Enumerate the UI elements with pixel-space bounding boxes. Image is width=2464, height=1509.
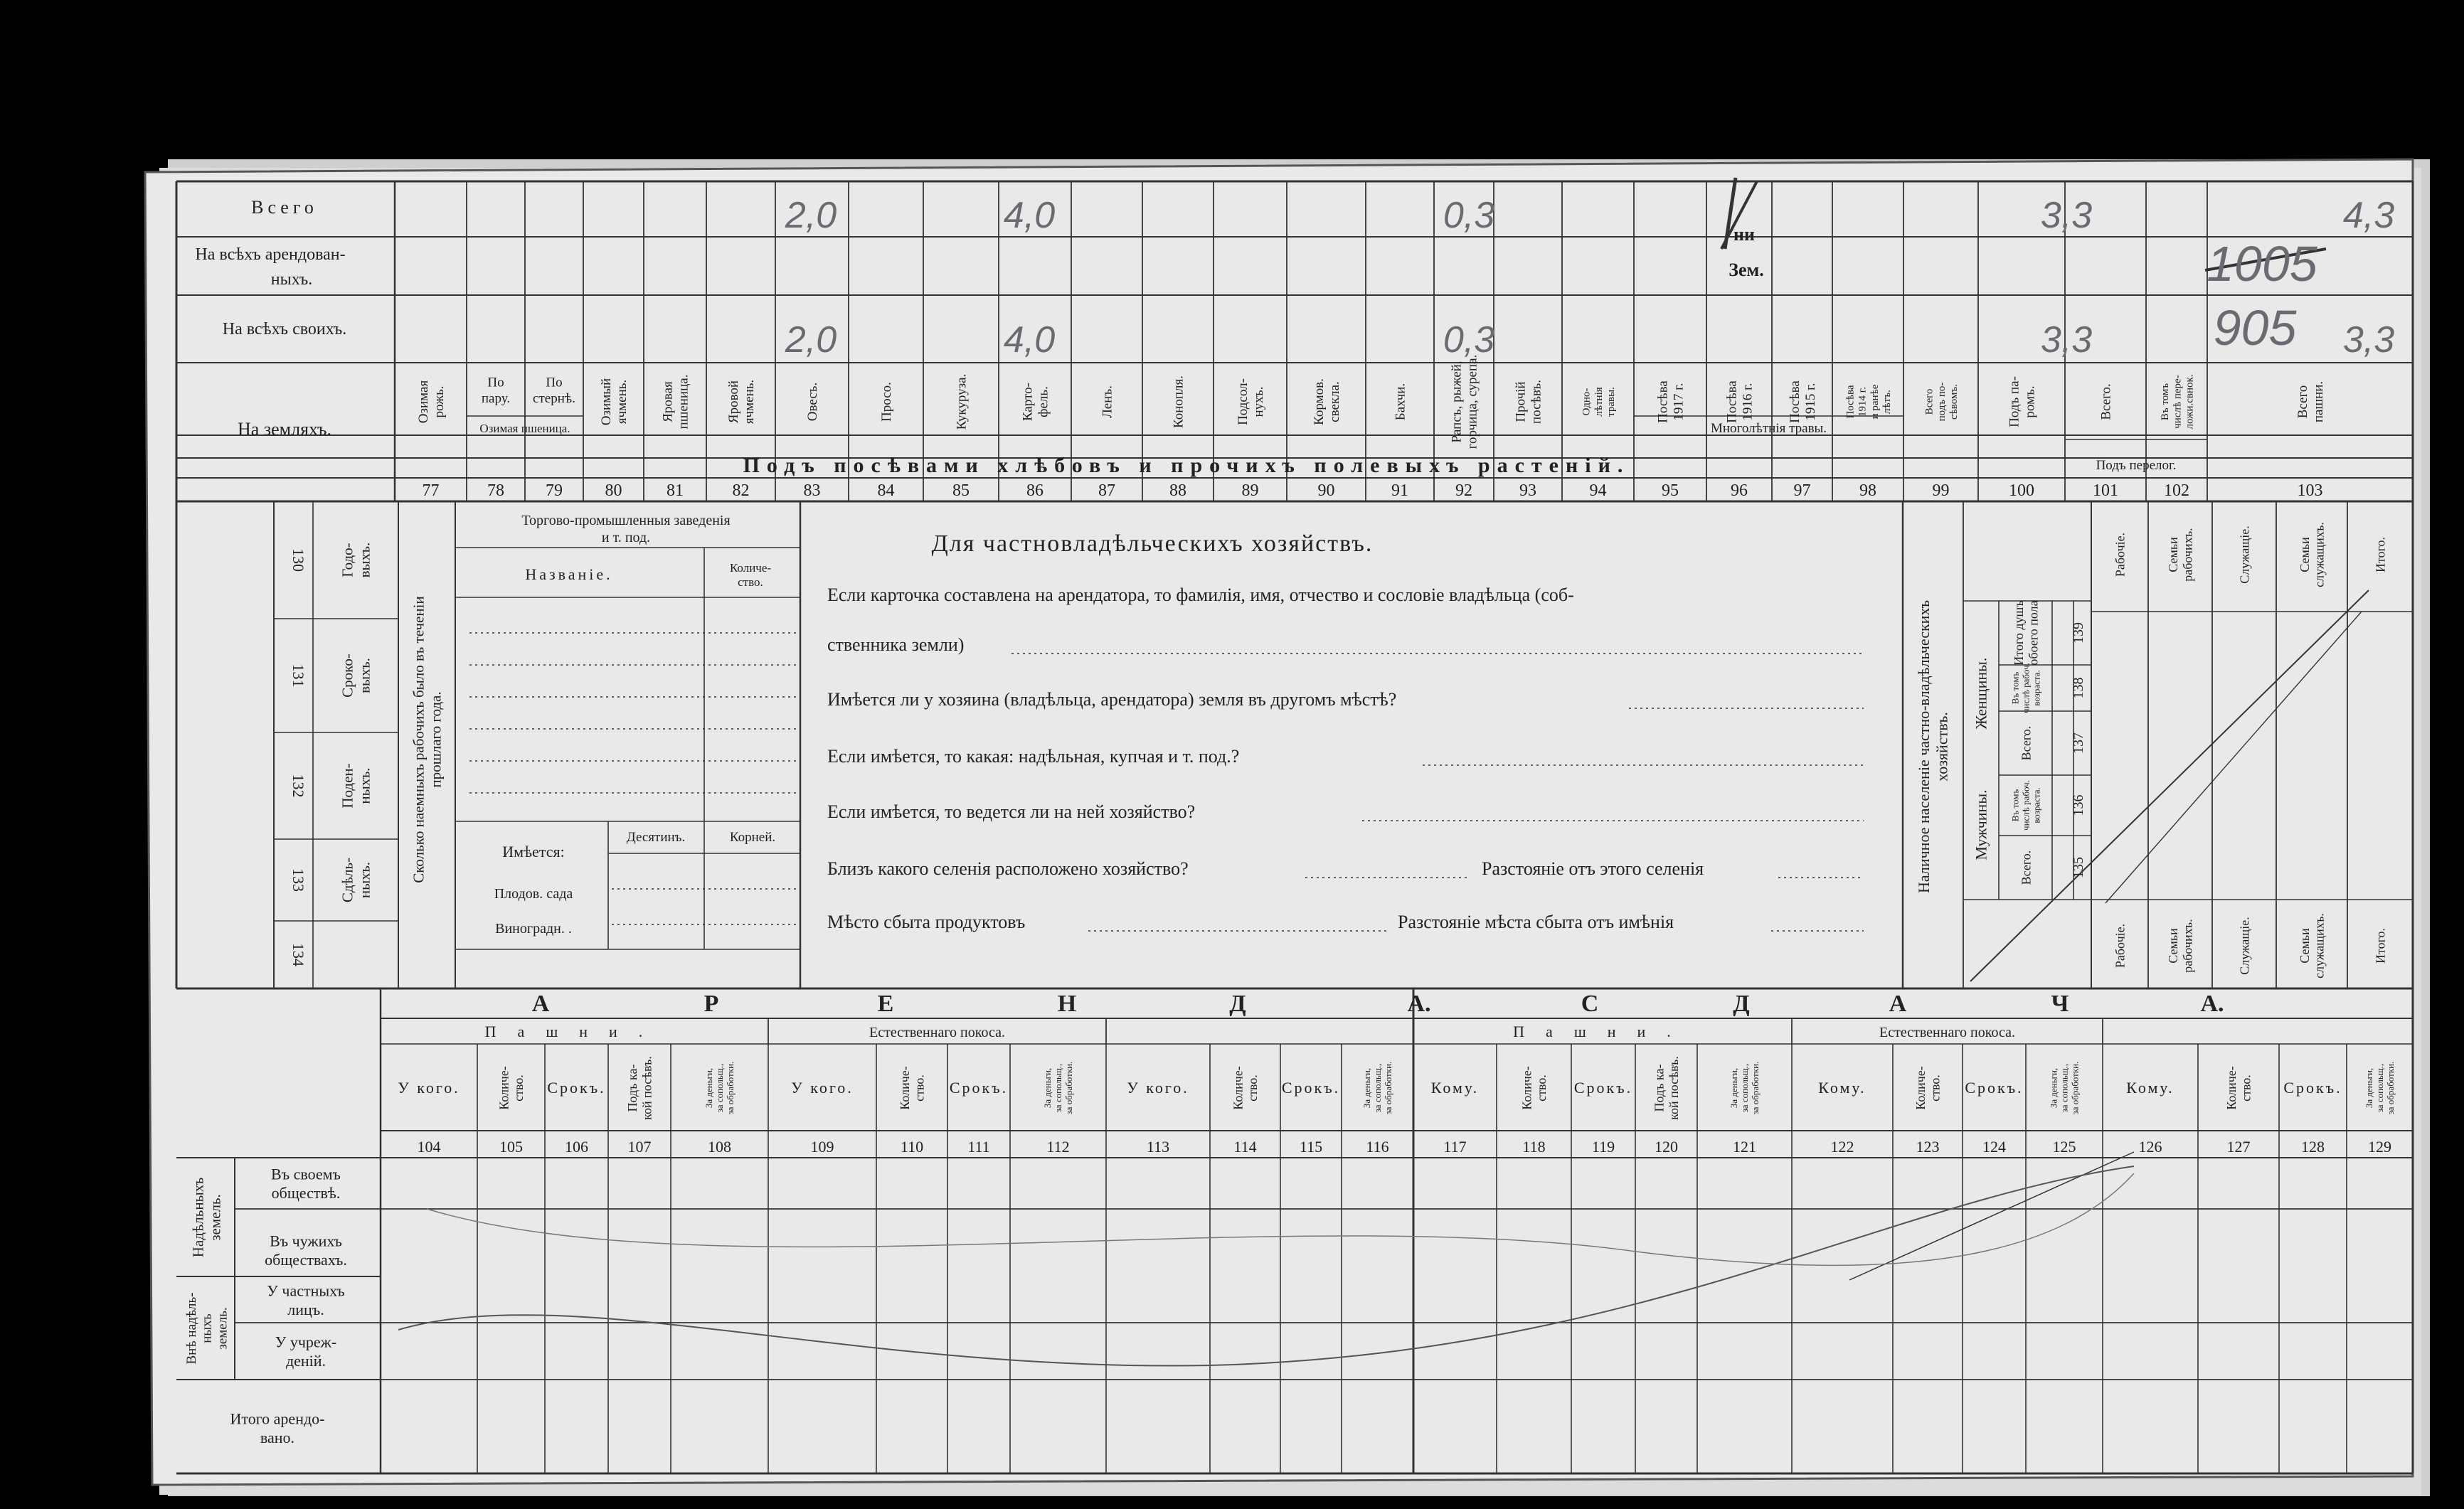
- crop-header-label: Кормов.: [1312, 378, 1327, 425]
- sdacha-banner-letter: Ч: [2051, 991, 2069, 1017]
- population-men: Мужчины.: [1972, 789, 1990, 860]
- crop-header-label: ромъ.: [2022, 385, 2038, 418]
- bottom-col-number: 104: [417, 1138, 441, 1156]
- private-question: Имѣется ли у хозяина (владѣльца, арендатора) земля въ другомъ мѣстѣ?: [827, 689, 1397, 710]
- livestock-number: 134: [290, 943, 307, 966]
- crop-header-label: По: [487, 375, 504, 390]
- orchard-korney-label: Корней.: [729, 830, 776, 845]
- bottom-col-label: Срокъ.: [1281, 1079, 1341, 1097]
- crop-header-label: нухъ.: [1251, 386, 1267, 417]
- trade-establishments-title: Торгово-промышленныя заведенія: [521, 513, 731, 528]
- arenda-banner-letter: А.: [1407, 991, 1431, 1017]
- crop-header-label: ячмень.: [742, 379, 758, 425]
- crop-column-number: 103: [2297, 481, 2323, 500]
- crop-column-number: 95: [1662, 481, 1679, 500]
- bottom-col-label: за обработки.: [2385, 1061, 2396, 1115]
- bottom-col-label: ство.: [1534, 1075, 1549, 1102]
- crop-column-number: 80: [605, 481, 622, 500]
- crop-header-label: По: [546, 375, 563, 390]
- crop-column-number: 83: [803, 481, 821, 500]
- crop-header-label: Озимая: [416, 380, 432, 424]
- arenda-pashni-label: Пашни.: [484, 1023, 664, 1040]
- bottom-col-label: Срокъ.: [1573, 1079, 1633, 1097]
- crop-header-label: Всего: [1923, 388, 1935, 415]
- bottom-col-number: 113: [1146, 1138, 1170, 1156]
- bottom-col-label: Срокъ.: [2283, 1079, 2342, 1097]
- bottom-col-number: 117: [1443, 1138, 1467, 1156]
- bottom-col-label: Кому.: [2126, 1079, 2174, 1097]
- market-distance: Разстояніе мѣста сбыта отъ имѣнія: [1398, 912, 1674, 932]
- stamp-text: Зем.: [1728, 260, 1764, 280]
- crop-header-label: Бахчи.: [1393, 383, 1408, 421]
- hired-workers-caption: Сколько наемныхъ рабочихъ было въ теченіи: [410, 596, 428, 883]
- bottom-col-label: Количе-: [897, 1066, 912, 1110]
- handwritten-value: 905: [2213, 300, 2297, 356]
- group-vne-nadelnyh: ныхъ: [199, 1313, 215, 1343]
- crop-header-label: лѣтъ.: [1881, 390, 1894, 414]
- bottom-col-number: 118: [1522, 1138, 1546, 1156]
- handwritten-value: 4,3: [2342, 195, 2395, 236]
- bottom-col-number: 107: [627, 1138, 652, 1156]
- bottom-col-label: За деньги,: [2048, 1067, 2059, 1109]
- bottom-col-label: Количе-: [1913, 1066, 1928, 1110]
- crop-header-label: свекла.: [1327, 381, 1343, 422]
- crop-header-label: Овесъ.: [805, 382, 821, 422]
- handwritten-value: 3,3: [2040, 195, 2093, 236]
- crop-header-label: 1914 г.: [1857, 387, 1869, 417]
- crop-header-label: горчица, сурепа.: [1465, 354, 1480, 449]
- bottom-col-label: У кого.: [398, 1079, 460, 1097]
- arenda-banner-letter: Р: [703, 991, 719, 1017]
- livestock-number: 130: [290, 548, 307, 572]
- bottom-col-label: за обработки.: [1750, 1061, 1761, 1115]
- handwritten-value: 4,0: [1003, 319, 1056, 361]
- bottom-col-label: за сопольщ.,: [2059, 1063, 2070, 1113]
- bottom-col-number: 115: [1299, 1138, 1323, 1156]
- row-label-na-zemlyah: На земляхъ.: [238, 419, 331, 439]
- crop-header-label: Озимый: [599, 378, 615, 426]
- private-holdings-title: Для частновладѣльческихъ хозяйствъ.: [931, 530, 1374, 557]
- handwritten-value: 4,0: [1003, 195, 1056, 236]
- crop-column-number: 86: [1026, 481, 1044, 500]
- population-col-number: 137: [2071, 732, 2086, 754]
- sdacha-banner-letter: Д: [1733, 991, 1750, 1017]
- row-label-vsego: Всего: [251, 197, 318, 218]
- arenda-banner-letter: Д: [1229, 991, 1246, 1017]
- livestock-label: выхъ.: [356, 658, 373, 693]
- bottom-col-number: 122: [1830, 1138, 1854, 1156]
- sdacha-banner-letter: С: [1581, 991, 1599, 1017]
- bottom-col-number: 128: [2301, 1138, 2325, 1156]
- crop-column-number: 85: [952, 481, 970, 500]
- population-women: Женщины.: [1972, 657, 1990, 730]
- crop-header-label: лѣтнія: [1593, 387, 1605, 417]
- group-vne-nadelnyh: Внѣ надѣль-: [184, 1292, 199, 1365]
- row-label-itogo-arendovano: Итого арендо-: [230, 1409, 325, 1428]
- row-label-arendovannyh: На всѣхъ арендован-: [195, 245, 346, 264]
- crop-header-label: числѣ пере-: [2172, 375, 2184, 429]
- bottom-col-label: кой посѣвъ.: [1667, 1056, 1682, 1120]
- bottom-col-label: Срокъ.: [1965, 1079, 2024, 1097]
- bottom-col-label: ство.: [1928, 1075, 1943, 1102]
- sdacha-banner-letter: А: [1889, 991, 1907, 1017]
- crop-header-label: Въ томъ: [2160, 383, 2171, 421]
- crop-column-number: 102: [2164, 481, 2189, 500]
- livestock-label: ныхъ.: [356, 861, 373, 899]
- crop-column-number: 94: [1589, 481, 1607, 500]
- bottom-col-label: за обработки.: [2069, 1061, 2081, 1115]
- bottom-col-number: 129: [2368, 1138, 2391, 1156]
- bottom-col-number: 108: [708, 1138, 731, 1156]
- population-col-label: Въ томъ: [2009, 671, 2021, 705]
- workers-top-label: служащихъ.: [2312, 522, 2327, 587]
- crop-header-label: Ленъ.: [1100, 385, 1115, 418]
- crop-header-label: Подъ па-: [2007, 376, 2022, 427]
- mnogoletnie-travy-label: Многолѣтнія травы.: [1710, 421, 1827, 436]
- population-col-label: возраста.: [2031, 787, 2042, 823]
- workers-top-label: Служащіе.: [2237, 526, 2252, 584]
- livestock-label: Годо-: [339, 543, 356, 577]
- crop-header-label: пашни.: [2311, 380, 2327, 423]
- orchard-sad-label: Плодов. сада: [494, 886, 573, 902]
- row-label-svoem: Въ своемъ: [271, 1165, 341, 1183]
- bottom-col-label: за обработки.: [1063, 1061, 1074, 1115]
- bottom-col-label: Подъ ка-: [625, 1064, 639, 1112]
- bottom-col-label: Кому.: [1430, 1079, 1480, 1097]
- crop-header-label: Яровой: [726, 380, 742, 424]
- crop-column-number: 92: [1455, 481, 1472, 500]
- population-col-label: Всего.: [2019, 850, 2034, 885]
- pod-perelog-label: Подъ перелог.: [2096, 458, 2177, 473]
- crop-header-label: фель.: [1036, 386, 1051, 417]
- bottom-col-label: За деньги,: [1361, 1067, 1373, 1109]
- crop-header-label: 1915 г.: [1803, 383, 1819, 421]
- crop-header-label: травы.: [1605, 387, 1617, 417]
- sdacha-pokos-label: Естественнаго покоса.: [1879, 1025, 2015, 1040]
- hired-workers-caption: прошлаго года.: [427, 691, 445, 788]
- bottom-col-number: 110: [900, 1138, 924, 1156]
- bottom-col-number: 127: [2226, 1138, 2251, 1156]
- crop-column-number: 96: [1731, 481, 1748, 500]
- crop-column-number: 93: [1519, 481, 1536, 500]
- bottom-col-label: ство.: [2239, 1075, 2253, 1102]
- workers-bottom-label: служащихъ.: [2312, 913, 2327, 979]
- bottom-col-number: 119: [1591, 1138, 1615, 1156]
- crop-header-label: Кукуруза.: [954, 373, 970, 430]
- group-nadelnyh: Надѣльныхъ: [189, 1177, 207, 1258]
- crop-header-label: Рапсъ, рыжей,: [1449, 361, 1465, 443]
- crop-column-number: 78: [487, 481, 504, 500]
- workers-bottom-label: Итого.: [2373, 927, 2388, 964]
- population-col-number: 135: [2071, 857, 2086, 878]
- crop-column-number: 82: [732, 481, 750, 500]
- workers-bottom-label: Семьи: [2165, 928, 2180, 964]
- bottom-col-label: За деньги,: [2364, 1067, 2375, 1109]
- crop-header-label: подъ по-: [1935, 382, 1948, 422]
- crop-column-number: 87: [1098, 481, 1115, 500]
- workers-top-label: рабочихъ.: [2180, 528, 2195, 582]
- bottom-col-label: За деньги,: [1042, 1067, 1053, 1109]
- bottom-col-label: Количе-: [1231, 1066, 1246, 1110]
- crop-header-label: Посѣва: [1724, 380, 1740, 423]
- crop-header-label: Прочій: [1513, 381, 1529, 422]
- livestock-number: 132: [290, 774, 307, 798]
- crop-header-label: Посѣва: [1844, 385, 1857, 419]
- bottom-col-number: 125: [2052, 1138, 2076, 1156]
- bottom-col-label: ство.: [912, 1075, 927, 1102]
- crop-column-number: 79: [546, 481, 563, 500]
- livestock-label: Сроко-: [339, 654, 356, 698]
- population-col-label: числѣ рабоч.: [2020, 663, 2032, 713]
- crop-column-number: 88: [1169, 481, 1186, 500]
- crop-column-number: 100: [2009, 481, 2034, 500]
- crop-column-number: 84: [877, 481, 895, 500]
- population-col-label: возраста.: [2031, 670, 2042, 706]
- crop-header-label: Всего: [2295, 385, 2311, 419]
- bottom-col-number: 120: [1655, 1138, 1678, 1156]
- crop-header-label: Карто-: [1020, 383, 1036, 421]
- workers-top-label: Семьи: [2165, 537, 2180, 572]
- handwritten-value: 0,3: [1443, 195, 1495, 236]
- handwritten-value: 0,3: [1443, 319, 1495, 361]
- workers-bottom-label: рабочихъ.: [2180, 919, 2195, 973]
- bottom-col-label: за сопольщ.,: [2374, 1063, 2386, 1113]
- population-caption: Наличное населеніе частно-владѣльческихъ: [1915, 600, 1933, 893]
- crop-header-label: Одно-: [1581, 388, 1593, 416]
- private-question: Если карточка составлена на арендатора, то фамилія, имя, отчество и сословіе владѣльца (соб-: [827, 585, 1574, 605]
- trade-qty-column: Количе-: [729, 560, 772, 575]
- crop-column-number: 77: [422, 481, 440, 500]
- crop-column-number: 91: [1391, 481, 1408, 500]
- bottom-col-label: Срокъ.: [949, 1079, 1009, 1097]
- row-label-uchrezhdeniy: У учреж-: [275, 1333, 337, 1351]
- crop-column-number: 99: [1932, 481, 1950, 500]
- crop-column-number: 98: [1859, 481, 1876, 500]
- crop-header-label: Просо.: [879, 382, 895, 422]
- population-col-label: Всего.: [2019, 725, 2034, 761]
- crop-header-label: ложи.свнок.: [2184, 374, 2196, 430]
- bottom-col-label: Кому.: [1818, 1079, 1866, 1097]
- row-label-svoih: На всѣхъ своихъ.: [222, 320, 347, 338]
- handwritten-value: 2,0: [785, 195, 837, 236]
- arenda-banner-letter: Е: [877, 991, 894, 1017]
- bottom-col-number: 123: [1916, 1138, 1940, 1156]
- bottom-col-number: 105: [499, 1138, 523, 1156]
- bottom-col-label: У кого.: [791, 1079, 854, 1097]
- crop-column-number: 97: [1793, 481, 1811, 500]
- population-col-label: Въ томъ: [2009, 789, 2021, 822]
- crop-header-label: рожь.: [432, 385, 447, 418]
- row-label-chastnyh: У частныхъ: [267, 1281, 345, 1300]
- workers-top-label: Семьи: [2297, 537, 2312, 572]
- livestock-label: Сдѣль-: [339, 857, 356, 903]
- private-question: Если имѣется, то ведется ли на ней хозяйство?: [827, 801, 1196, 822]
- workers-top-label: Итого.: [2373, 536, 2388, 573]
- population-col-number: 136: [2071, 794, 2086, 816]
- crop-header-label: стернѣ.: [533, 391, 575, 407]
- row-label-chuzhih: Въ чужихъ: [270, 1232, 342, 1250]
- arenda-pokos-label: Естественнаго покоса.: [869, 1025, 1005, 1040]
- bottom-col-number: 111: [967, 1138, 990, 1156]
- row-label-itogo-arendovano: вано.: [260, 1428, 295, 1446]
- private-question: Если имѣется, то какая: надѣльная, купчая и т. под.?: [827, 746, 1240, 767]
- crop-header-label: Посѣва: [1788, 380, 1803, 423]
- handwritten-value: 3,3: [2040, 319, 2093, 361]
- livestock-label: Поден-: [339, 763, 356, 809]
- handwritten-crossed-value: 1005: [2207, 236, 2317, 292]
- market-question: Мѣсто сбыта продуктовъ: [827, 912, 1026, 932]
- bottom-col-label: за сопольщ.,: [1053, 1063, 1064, 1113]
- bottom-col-label: За деньги,: [703, 1067, 715, 1109]
- population-col-number: 139: [2071, 622, 2086, 644]
- crop-header-label: Подсол-: [1236, 378, 1251, 425]
- trade-establishments-title: и т. под.: [601, 530, 651, 545]
- crop-header-label: ячмень.: [615, 379, 630, 425]
- sdacha-banner-letter: А.: [2200, 991, 2224, 1017]
- bottom-col-label: ство.: [511, 1075, 526, 1102]
- crop-header-label: Посѣва: [1655, 380, 1671, 423]
- crop-header-label: 1916 г.: [1740, 383, 1756, 421]
- banner-posevy: Подъ посѣвами хлѣбовъ и прочихъ полевыхъ растеній.: [743, 454, 1630, 477]
- workers-bottom-label: Рабочіе.: [2113, 923, 2128, 969]
- handwritten-value: 2,0: [785, 319, 837, 361]
- handwritten-value: 3,3: [2342, 319, 2395, 361]
- village-question: Близъ какого селенія расположено хозяйство?: [827, 858, 1189, 879]
- crop-header-label: Яровая: [660, 381, 676, 422]
- orchard-desyatin-label: Десятинъ.: [626, 830, 686, 845]
- workers-bottom-label: Служащіе.: [2237, 917, 2252, 975]
- arenda-banner-letter: А: [531, 991, 550, 1017]
- bottom-col-label: Подъ ка-: [1652, 1064, 1667, 1112]
- bottom-col-label: за сопольщ.,: [714, 1063, 726, 1113]
- crop-column-number: 90: [1317, 481, 1335, 500]
- group-vne-nadelnyh: земель.: [215, 1307, 230, 1350]
- bottom-col-number: 124: [1982, 1138, 2006, 1156]
- sdacha-pashni-label: Пашни.: [1513, 1023, 1692, 1040]
- row-label-uchrezhdeniy: деній.: [285, 1351, 326, 1370]
- population-col-number: 138: [2071, 677, 2086, 699]
- bottom-col-number: 121: [1733, 1138, 1756, 1156]
- livestock-number: 131: [290, 663, 307, 688]
- private-question: ственника земли): [827, 634, 965, 655]
- population-col-label: обоего пола: [2026, 600, 2041, 666]
- bottom-col-label: Количе-: [1519, 1066, 1534, 1110]
- village-distance: Разстояніе отъ этого селенія: [1482, 858, 1704, 879]
- row-label-svoem: обществѣ.: [271, 1183, 341, 1202]
- workers-top-label: Рабочіе.: [2113, 532, 2128, 577]
- crop-column-number: 101: [2093, 481, 2118, 500]
- livestock-label: выхъ.: [356, 542, 373, 578]
- livestock-number: 133: [290, 868, 307, 892]
- orchard-vinograd-label: Виноградн. .: [495, 921, 572, 937]
- bottom-col-number: 116: [1366, 1138, 1389, 1156]
- crop-header-label: пшеница.: [676, 374, 691, 430]
- bottom-col-label: У кого.: [1127, 1079, 1189, 1097]
- trade-name-column: Названіе.: [525, 565, 613, 583]
- group-nadelnyh: земель.: [206, 1194, 224, 1241]
- crop-header-label: пару.: [481, 391, 511, 407]
- bottom-col-number: 109: [810, 1138, 834, 1156]
- bottom-col-label: за обработки.: [725, 1061, 736, 1115]
- trade-qty-column: ство.: [738, 575, 763, 590]
- crop-header-label: Всего.: [2098, 383, 2114, 420]
- livestock-label: ныхъ.: [356, 767, 373, 804]
- bottom-col-label: Количе-: [2224, 1066, 2239, 1110]
- bottom-col-label: За деньги,: [1728, 1067, 1740, 1109]
- row-label-chastnyh: лицъ.: [287, 1300, 324, 1318]
- bottom-col-number: 106: [565, 1138, 588, 1156]
- stamp-text: ни: [1733, 224, 1755, 245]
- bottom-col-label: ство.: [1246, 1075, 1260, 1102]
- population-caption: хозяйствъ.: [1933, 712, 1951, 782]
- arenda-banner-letter: Н: [1057, 991, 1077, 1017]
- crop-header-label: сѣвомъ.: [1948, 384, 1960, 420]
- row-label-chuzhih: обществахъ.: [265, 1250, 347, 1269]
- workers-bottom-label: Семьи: [2297, 928, 2312, 964]
- bottom-col-label: за сопольщ.,: [1739, 1063, 1751, 1113]
- crop-header-label: и ранѣе: [1869, 384, 1881, 420]
- bottom-col-number: 126: [2138, 1138, 2162, 1156]
- ozimaya-pshenitsa-label: Озимая пшеница.: [479, 422, 570, 435]
- crop-column-number: 81: [667, 481, 684, 500]
- crop-column-number: 89: [1241, 481, 1259, 500]
- population-col-label: числѣ рабоч.: [2020, 780, 2032, 831]
- crop-header-label: 1917 г.: [1671, 383, 1687, 421]
- bottom-col-label: Количе-: [496, 1066, 511, 1110]
- bottom-col-number: 114: [1233, 1138, 1257, 1156]
- bottom-col-label: Срокъ.: [547, 1079, 606, 1097]
- orchard-imeetsya-label: Имѣется:: [502, 843, 565, 860]
- bottom-col-label: за сопольщ.,: [1372, 1063, 1384, 1113]
- crop-header-label: Конопля.: [1171, 375, 1186, 429]
- bottom-col-number: 112: [1046, 1138, 1070, 1156]
- population-col-label: Итого душъ: [2011, 600, 2026, 666]
- bottom-col-label: кой посѣвъ.: [639, 1056, 654, 1120]
- row-label-arendovannyh-cont: ныхъ.: [270, 270, 313, 289]
- bottom-col-label: за обработки.: [1383, 1061, 1393, 1115]
- crop-header-label: посѣвъ.: [1529, 380, 1544, 424]
